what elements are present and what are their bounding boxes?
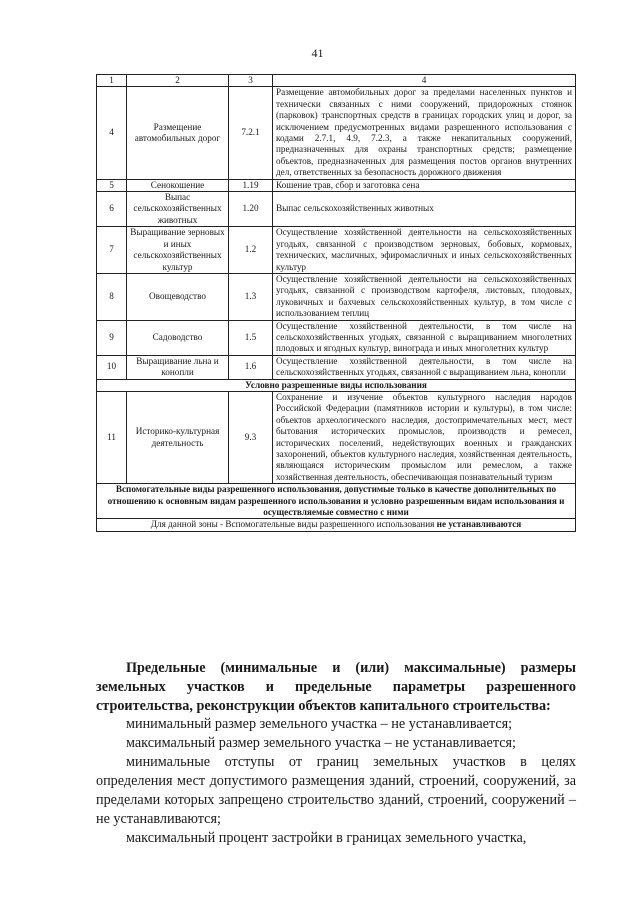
table-row: [97, 227, 576, 274]
row-number: 4: [97, 87, 127, 179]
table-row: [97, 355, 576, 379]
row-number: 7: [97, 227, 127, 274]
row-number: 9: [97, 320, 127, 355]
section-title-row: [97, 484, 576, 519]
auxiliary-uses-title: Вспомогательные виды разрешенного использования, допустимые только в качестве дополнительных по отношению к основным видам разрешенного использования и условно разрешенным видам использования и осуществляемые совместно с ними: [97, 484, 576, 519]
use-type-description: Осуществление хозяйственной деятельности, в том числе на сельскохозяйственных угодьях, связанной с выращиванием многолетних плодовых и ягодных культур, винограда и иных многолетних культур: [273, 320, 576, 355]
conditional-uses-title: Условно разрешенные виды использования: [97, 379, 576, 391]
table-row: [97, 179, 576, 191]
section-heading: Предельные (минимальные и (или) максимальные) размеры земельных участков и предельные параметры разрешенного строительства, реконструкции объектов капитального строительства:: [96, 660, 576, 714]
note-bold: не устанавливаются: [436, 519, 522, 530]
use-type-code: 1.5: [229, 320, 273, 355]
use-type-name: Овощеводство: [127, 273, 229, 320]
use-type-code: 7.2.1: [229, 87, 273, 179]
table-row: [97, 87, 576, 179]
use-type-name: Выращивание льна и конопли: [127, 355, 229, 379]
use-type-description: Осуществление хозяйственной деятельности на сельскохозяйственных угодьях, связанной с производством картофеля, листовых, плодовых, луковичных и бахчевых сельскохозяйственных культур, в том числе с использованием теплиц: [273, 273, 576, 320]
land-use-table: [96, 74, 576, 532]
paragraph: максимальный размер земельного участка – не устанавливается;: [126, 735, 516, 751]
table-row: [97, 391, 576, 483]
table-row: [97, 192, 576, 227]
note-prefix: Для данной зоны - Вспомогательные виды разрешенного использования: [150, 519, 437, 530]
header-cell: 4: [273, 75, 576, 87]
use-type-code: 1.6: [229, 355, 273, 379]
auxiliary-uses-note: [97, 519, 576, 531]
use-type-name: Садоводство: [127, 320, 229, 355]
table-row: [97, 273, 576, 320]
paragraph: минимальные отступы от границ земельных участков в целях определения мест допустимого размещения зданий, строений, сооружений, за пределами которых запрещено строительство зданий, строений, сооружений – не устанавливаются;: [96, 754, 576, 827]
row-number: 5: [97, 179, 127, 191]
page-number: 41: [311, 46, 324, 60]
table-header-row: [97, 75, 576, 87]
use-type-code: 1.3: [229, 273, 273, 320]
use-type-description: Размещение автомобильных дорог за пределами населенных пунктов и технически связанных с ними сооружений, придорожных стоянок (парковок) транспортных средств в границах городских улиц и дорог, за исключением предусмотренных видами разрешенного использования с кодами 2.7.1, 4.9, 7.2.3, а также некапитальных сооружений, предназначенных для охраны транспортных средств; размещение объектов, предназначенных для размещения постов органов внутренних дел, ответственных за безопасность дорожного движения: [273, 87, 576, 179]
header-cell: 1: [97, 75, 127, 87]
use-type-description: Осуществление хозяйственной деятельности, в том числе на сельскохозяйственных угодьях, связанной с выращиванием льна, конопли: [273, 355, 576, 379]
use-type-name: Выпас сельскохозяйственных животных: [127, 192, 229, 227]
use-type-code: 9.3: [229, 391, 273, 483]
row-number: 11: [97, 391, 127, 483]
use-type-description: Кошение трав, сбор и заготовка сена: [273, 179, 576, 191]
use-type-name: Историко-культурная деятельность: [127, 391, 229, 483]
section-title-row: [97, 379, 576, 391]
row-number: 10: [97, 355, 127, 379]
row-number: 6: [97, 192, 127, 227]
header-cell: 2: [127, 75, 229, 87]
header-cell: 3: [229, 75, 273, 87]
use-type-code: 1.2: [229, 227, 273, 274]
paragraph: минимальный размер земельного участка – не устанавливается;: [126, 716, 513, 732]
use-type-name: Выращивание зерновых и иных сельскохозяйственных культур: [127, 227, 229, 274]
paragraph: максимальный процент застройки в границах земельного участка,: [126, 830, 527, 846]
row-number: 8: [97, 273, 127, 320]
use-type-name: Размещение автомобильных дорог: [127, 87, 229, 179]
use-type-description: Сохранение и изучение объектов культурного наследия народов Российской Федерации (памятников истории и культуры), в том числе: объектов археологического наследия, достопримечательных мест, мест бытования исторических промыслов, производств и ремесел, исторических поселений, недействующих военных и гражданских захоронений, объектов культурного наследия, хозяйственная деятельность, являющаяся историческим промыслом или ремеслом, а также хозяйственная деятельность, обеспечивающая познавательный туризм: [273, 391, 576, 483]
use-type-code: 1.20: [229, 192, 273, 227]
use-type-name: Сенокошение: [127, 179, 229, 191]
use-type-description: Выпас сельскохозяйственных животных: [273, 192, 576, 227]
use-type-description: Осуществление хозяйственной деятельности на сельскохозяйственных угодьях, связанной с производством зерновых, бобовых, кормовых, технических, масличных, эфиромасличных и иных сельскохозяйственных культур: [273, 227, 576, 274]
note-row: [97, 519, 576, 531]
parameters-list: [96, 715, 576, 848]
table-row: [97, 320, 576, 355]
use-type-code: 1.19: [229, 179, 273, 191]
